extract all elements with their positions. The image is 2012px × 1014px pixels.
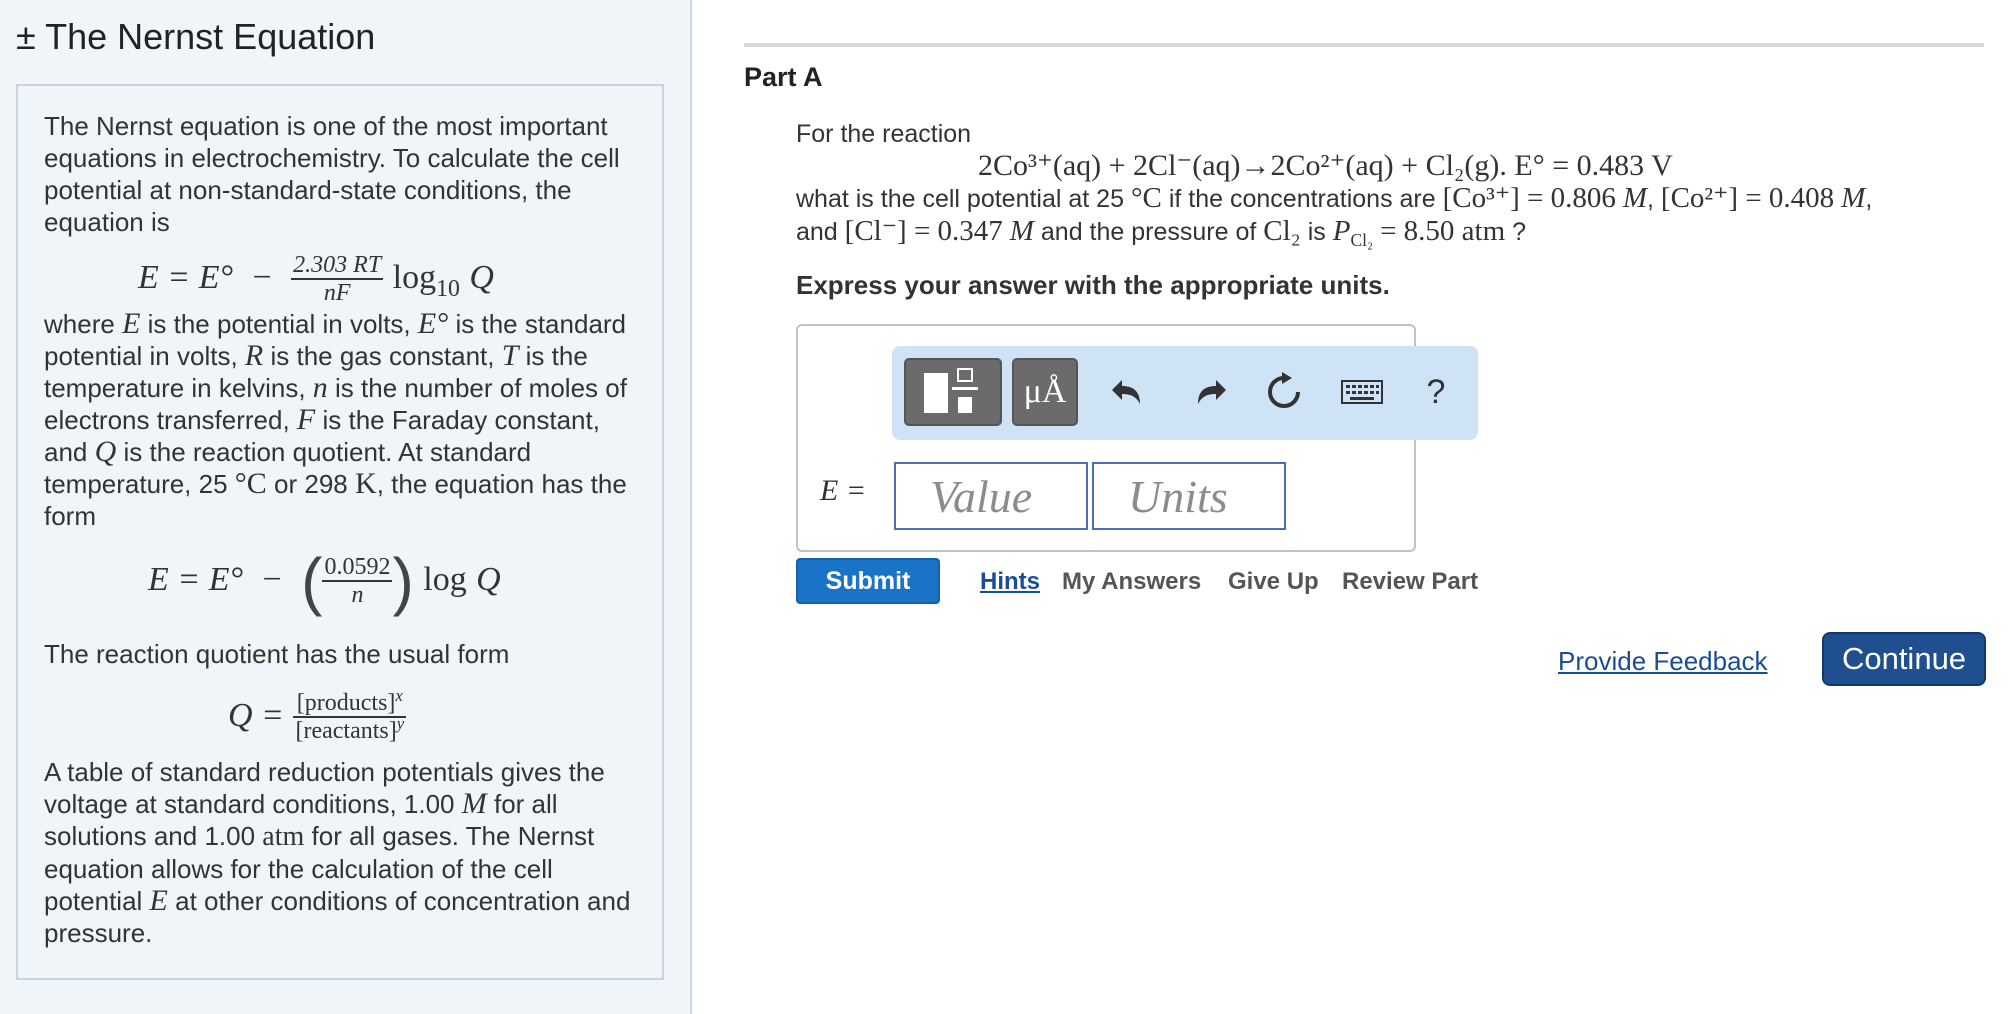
p2-text-b: is the potential in volts,: [147, 309, 411, 339]
eq3-exp-y: y: [396, 714, 405, 733]
p2-var-e: E: [122, 307, 141, 340]
p4-unit-m: M: [461, 787, 487, 820]
continue-button[interactable]: Continue: [1822, 632, 1986, 686]
intro-paragraph-2: [44, 308, 636, 532]
eq3-fraction: [293, 686, 406, 744]
p2-var-f: F: [296, 403, 316, 436]
answer-variable-label: [820, 474, 866, 508]
p2-text-e: is the temperature in kelvins,: [44, 341, 588, 403]
intro-paragraph-4: [44, 756, 636, 949]
eq2-q: Q: [476, 560, 501, 598]
pressure-symbol: P: [1332, 215, 1351, 247]
help-icon[interactable]: [1408, 364, 1464, 420]
review-part-link[interactable]: Review Part: [1342, 568, 1479, 595]
nernst-equation: [138, 252, 636, 308]
redo-icon[interactable]: [1180, 364, 1236, 420]
eq3-numerator: [293, 686, 406, 718]
answer-box: [796, 324, 1446, 552]
p2-text-i: or 298: [274, 469, 348, 499]
intro-paragraph-3: The reaction quotient has the usual form: [44, 639, 510, 669]
question-text: For the reaction 2Co³⁺(aq) + 2Cl⁻(aq)→2Co²⁺(aq) + Cl₂(g). E° = 0.483 V what is the cell potential at 25 °C if the concentrations are [Co³⁺] = 0.806 M, [Co²⁺] = 0.408 M, and [Cl⁻] = 0.347 M and the pressure of Cl₂ is $P_{Cl_2} = 8.50$ atm ?: [796, 118, 1996, 248]
p2-text-d: is the gas constant,: [270, 341, 495, 371]
p4-text-a: A table of standard reduction potentials gives the voltage at standard conditions, 1.00: [44, 757, 605, 819]
eq3-denominator: [293, 714, 406, 744]
eq1-minus: −: [252, 258, 272, 296]
question-intro: For the reaction: [796, 120, 972, 148]
eq1-denominator: nF: [323, 280, 351, 306]
eq2-lhs: E = E°: [148, 560, 244, 598]
reset-icon[interactable]: [1256, 364, 1312, 420]
divider: [744, 43, 1984, 47]
question-degc: °C: [1130, 182, 1162, 214]
p2-text-f: is the number of moles of electrons transferred,: [44, 373, 627, 435]
p4-text-b: for all solutions and 1.00: [44, 789, 558, 851]
eq3-reactants: [reactants]: [295, 718, 397, 744]
answer-variable: E =: [820, 474, 867, 507]
p2-var-r: R: [244, 339, 264, 372]
units-input[interactable]: [1092, 462, 1286, 530]
eq1-q: Q: [469, 258, 494, 296]
question-mark: ?: [1512, 218, 1527, 246]
eq2-log: log: [423, 560, 467, 598]
p2-text-c: is the standard potential in volts,: [44, 309, 627, 371]
intro-box: [16, 84, 664, 980]
p4-text-d: at other conditions of concentration and pressure.: [44, 886, 631, 948]
problem-title: ± The Nernst Equation: [16, 16, 376, 57]
p2-degc: °C: [234, 467, 267, 500]
p2-text-h: is the reaction quotient. At standard temperature, 25: [44, 437, 532, 499]
unit-m-2: M: [1841, 182, 1866, 214]
mu-angstrom-label: μÅ: [1023, 373, 1067, 410]
provide-feedback-link[interactable]: Provide Feedback: [1558, 646, 1768, 676]
chlorine-formula: Cl₂: [1263, 215, 1301, 247]
reaction-quotient-equation: [228, 686, 636, 750]
p2-text-j: , the equation has the form: [44, 469, 627, 531]
intro-panel: [0, 0, 692, 1014]
p2-var-e0: E°: [417, 307, 449, 340]
eq1-fraction: [291, 252, 383, 306]
p2-text-a: where: [44, 309, 115, 339]
keyboard-icon[interactable]: [1334, 364, 1390, 420]
p2-var-n: n: [312, 371, 328, 404]
p2-kelvin: K: [355, 467, 377, 500]
eq3-lhs: Q =: [228, 696, 284, 734]
instructions: Express your answer with the appropriate units.: [796, 270, 1390, 300]
unit-m-1: M: [1622, 182, 1648, 214]
pressure-value: = 8.50 atm: [1380, 215, 1506, 247]
math-toolbar: [892, 346, 1478, 440]
units-symbol-button[interactable]: [1012, 358, 1078, 426]
p4-var-e: E: [149, 884, 168, 917]
eq2-fraction: [322, 554, 392, 608]
part-label: Part A: [744, 62, 823, 92]
p2-text-g: is the Faraday constant, and: [44, 405, 600, 467]
question-and: and: [796, 218, 838, 246]
p4-text-c: for all gases. The Nernst equation allows for the calculation of the cell potential: [44, 821, 595, 916]
eq3-exp-x: x: [395, 686, 403, 705]
conc-co3: [Co³⁺] = 0.806: [1442, 182, 1616, 214]
give-up-link[interactable]: Give Up: [1228, 568, 1319, 595]
pressure-subscript: Cl₂: [1350, 230, 1374, 250]
question-conc-text: if the concentrations are: [1168, 185, 1436, 213]
eq2-numerator: 0.0592: [324, 554, 391, 580]
unit-m-3: M: [1009, 215, 1034, 247]
question-temp-text: what is the cell potential at 25: [796, 185, 1124, 213]
templates-button[interactable]: [904, 358, 1002, 426]
reaction-equation: 2Co³⁺(aq) + 2Cl⁻(aq)→2Co²⁺(aq) + Cl₂(g). E° = 0.483 V: [978, 149, 1673, 182]
question-is: is: [1307, 218, 1326, 246]
eq3-products: [products]: [296, 690, 396, 716]
hints-link[interactable]: Hints: [980, 568, 1040, 595]
eq1-log: log: [392, 258, 437, 296]
submit-button[interactable]: Submit: [796, 558, 940, 604]
eq2-left-paren: (: [301, 545, 323, 617]
nernst-standard-equation: [148, 545, 636, 630]
value-input[interactable]: [894, 462, 1088, 530]
question-panel: [692, 0, 2012, 1014]
eq1-lhs: E = E°: [138, 258, 234, 296]
p2-var-q: Q: [94, 435, 117, 468]
my-answers-link[interactable]: My Answers: [1062, 568, 1202, 595]
eq1-log-base: 10: [436, 275, 460, 302]
help-label: ?: [1426, 372, 1446, 411]
templates-icon: [922, 367, 984, 417]
conc-cl: [Cl⁻] = 0.347: [844, 215, 1003, 247]
eq2-minus: −: [262, 560, 282, 598]
eq1-numerator: 2.303 RT: [293, 252, 382, 278]
p2-var-t: T: [501, 339, 519, 372]
eq2-denominator: n: [351, 582, 364, 608]
intro-paragraph-1: The Nernst equation is one of the most important equations in electrochemistry. To calculate the cell potential at non-standard-state conditions, the equation is: [44, 111, 620, 237]
p4-unit-atm: atm: [262, 821, 305, 852]
undo-icon[interactable]: [1102, 364, 1158, 420]
conc-co2: [Co²⁺] = 0.408: [1660, 182, 1835, 214]
eq2-right-paren: ): [392, 545, 414, 617]
question-pressure-text: and the pressure of: [1040, 218, 1257, 246]
